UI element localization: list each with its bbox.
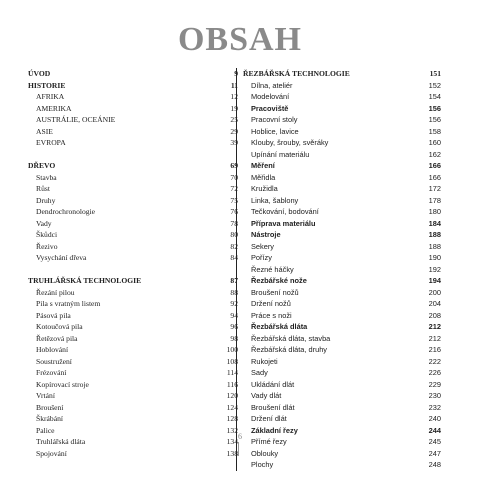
toc-entry-page: 114 bbox=[226, 368, 238, 377]
toc-entry bbox=[28, 390, 240, 402]
toc-entry bbox=[243, 195, 443, 207]
toc-entry bbox=[243, 149, 443, 161]
toc-entry-label: Řezbářská dláta, stavba bbox=[251, 333, 331, 343]
toc-entry-label: Kotoučová pila bbox=[36, 322, 83, 331]
toc-entry-page: 232 bbox=[428, 402, 441, 412]
toc-entry bbox=[243, 402, 443, 414]
toc-entry-page: 128 bbox=[226, 414, 238, 423]
toc-entry-page: 84 bbox=[230, 253, 238, 262]
toc-entry-label: Broušení dlát bbox=[251, 402, 295, 412]
toc-entry-label: Řezbářské nože bbox=[251, 276, 307, 285]
toc-entry bbox=[243, 229, 443, 241]
toc-left-column bbox=[28, 68, 240, 459]
toc-entry-page: 204 bbox=[428, 299, 441, 308]
toc-entry-page: 29 bbox=[230, 126, 238, 136]
toc-entry bbox=[28, 333, 240, 345]
toc-entry-page: 208 bbox=[428, 310, 441, 320]
toc-entry-label: Přímé řezy bbox=[251, 437, 287, 446]
toc-entry-page: 11 bbox=[230, 80, 238, 90]
toc-entry-label: Řetězová pila bbox=[36, 333, 78, 343]
toc-entry bbox=[28, 206, 240, 218]
toc-entry-label: Škůdci bbox=[36, 230, 58, 239]
toc-entry-label: DŘEVO bbox=[28, 161, 56, 170]
toc-entry-label: HISTORIE bbox=[28, 80, 66, 90]
toc-entry-label: Pracovní stoly bbox=[251, 115, 298, 124]
toc-entry bbox=[28, 321, 240, 333]
toc-entry-label: Soustružení bbox=[36, 356, 72, 366]
toc-entry-label: Dílna, ateliér bbox=[251, 80, 293, 90]
toc-entry bbox=[243, 80, 443, 92]
toc-entry-page: 152 bbox=[428, 80, 441, 90]
toc-entry-page: 156 bbox=[428, 115, 441, 124]
toc-entry-page: 188 bbox=[428, 241, 441, 251]
toc-entry bbox=[28, 413, 240, 425]
toc-entry-page: 124 bbox=[226, 402, 238, 412]
toc-entry-label: Pila s vratným listem bbox=[36, 299, 101, 308]
toc-entry bbox=[243, 390, 443, 402]
toc-entry-label: ŘEZBÁŘSKÁ TECHNOLOGIE bbox=[243, 69, 350, 78]
toc-entry bbox=[28, 229, 240, 241]
toc-entry-page: 230 bbox=[428, 391, 441, 400]
toc-entry-label: Hoblice, lavice bbox=[251, 126, 299, 136]
toc-right-column bbox=[236, 68, 443, 471]
toc-entry-page: 216 bbox=[428, 345, 441, 354]
toc-entry bbox=[28, 160, 240, 172]
toc-entry-label: Vady dlát bbox=[251, 391, 282, 400]
toc-entry bbox=[28, 310, 240, 322]
toc-entry-page: 132 bbox=[226, 425, 238, 435]
toc-entry bbox=[243, 206, 443, 218]
toc-entry bbox=[243, 367, 443, 379]
toc-entry-page: 78 bbox=[230, 218, 238, 228]
toc-entry bbox=[243, 68, 443, 80]
toc-entry-page: 226 bbox=[428, 368, 441, 377]
toc-entry-page: 212 bbox=[428, 322, 441, 331]
toc-entry-label: Měřidla bbox=[251, 172, 276, 182]
toc-entry bbox=[243, 298, 443, 310]
toc-entry bbox=[243, 126, 443, 138]
toc-entry-page: 39 bbox=[230, 138, 238, 147]
toc-entry-page: 229 bbox=[428, 379, 441, 389]
toc-entry-label: Vysychání dřeva bbox=[36, 253, 87, 262]
toc-entry-label: Ukládání dlát bbox=[251, 379, 295, 389]
toc-entry bbox=[243, 183, 443, 195]
toc-entry bbox=[243, 252, 443, 264]
toc-entry bbox=[243, 344, 443, 356]
toc-entry-label: TRUHLÁŘSKÁ TECHNOLOGIE bbox=[28, 276, 142, 285]
toc-entry bbox=[28, 356, 240, 368]
toc-entry-page: 166 bbox=[428, 161, 441, 170]
toc-entry bbox=[243, 356, 443, 368]
toc-entry-page: 240 bbox=[428, 414, 441, 423]
toc-entry-label: Palice bbox=[36, 425, 55, 435]
toc-entry-page: 116 bbox=[226, 379, 238, 389]
toc-entry-page: 98 bbox=[230, 333, 238, 343]
toc-entry-label: Truhlářská dláta bbox=[36, 437, 86, 446]
toc-entry-label: Linka, šablony bbox=[251, 195, 299, 205]
toc-entry bbox=[28, 287, 240, 299]
toc-entry-page: 100 bbox=[226, 345, 238, 354]
toc-entry-page: 247 bbox=[428, 448, 441, 458]
toc-entry-page: 75 bbox=[230, 195, 238, 205]
toc-entry-page: 87 bbox=[230, 276, 238, 285]
toc-entry bbox=[28, 379, 240, 391]
toc-entry bbox=[243, 264, 443, 276]
toc-entry-page: 120 bbox=[226, 391, 238, 400]
toc-entry-page: 25 bbox=[230, 115, 238, 124]
toc-entry-label: Druhy bbox=[36, 195, 56, 205]
toc-entry-label: Základní řezy bbox=[251, 425, 298, 435]
toc-entry-page: 244 bbox=[428, 425, 441, 435]
toc-entry bbox=[243, 379, 443, 391]
toc-entry-page: 212 bbox=[428, 333, 441, 343]
toc-entry bbox=[28, 241, 240, 253]
toc-entry-page: 80 bbox=[230, 230, 238, 239]
page-number: 6 bbox=[238, 432, 242, 441]
toc-entry bbox=[28, 126, 240, 138]
toc-entry-label: Pořízy bbox=[251, 253, 272, 262]
toc-entry-page: 200 bbox=[428, 287, 441, 297]
toc-entry bbox=[243, 287, 443, 299]
toc-entry-label: Růst bbox=[36, 184, 50, 193]
toc-entry-page: 151 bbox=[429, 69, 441, 78]
toc-entry-label: AFRIKA bbox=[36, 92, 65, 101]
toc-entry-label: Příprava materiálu bbox=[251, 218, 316, 228]
toc-entry-label: EVROPA bbox=[36, 138, 66, 147]
toc-entry bbox=[243, 114, 443, 126]
toc-entry-label: Sekery bbox=[251, 241, 275, 251]
toc-entry bbox=[243, 218, 443, 230]
toc-entry bbox=[28, 448, 240, 460]
toc-entry-page: 72 bbox=[230, 184, 238, 193]
toc-entry bbox=[28, 252, 240, 264]
toc-entry-label: ÚVOD bbox=[28, 69, 51, 78]
toc-entry bbox=[28, 183, 240, 195]
toc-entry-label: Klouby, šrouby, svěráky bbox=[251, 138, 329, 147]
toc-entry-label: Tečkování, bodování bbox=[251, 207, 319, 216]
toc-entry bbox=[243, 103, 443, 115]
toc-entry-label: Řezbářská dláta, druhy bbox=[251, 345, 327, 354]
toc-entry-page: 108 bbox=[226, 356, 238, 366]
toc-entry bbox=[243, 448, 443, 460]
toc-entry bbox=[243, 241, 443, 253]
toc-entry bbox=[243, 160, 443, 172]
toc-entry-label: Pásová pila bbox=[36, 310, 71, 320]
toc-entry-page: 92 bbox=[230, 299, 238, 308]
toc-entry-label: Škrábání bbox=[36, 414, 63, 423]
toc-entry-page: 188 bbox=[428, 230, 441, 239]
toc-entry-page: 70 bbox=[230, 172, 238, 182]
toc-entry-label: Sady bbox=[251, 368, 268, 377]
toc-entry-page: 184 bbox=[428, 218, 441, 228]
toc-entry-page: 178 bbox=[428, 195, 441, 205]
toc-entry bbox=[243, 413, 443, 425]
toc-entry-page: 245 bbox=[428, 437, 441, 446]
toc-entry-page: 172 bbox=[428, 184, 441, 193]
toc-spacer bbox=[28, 149, 240, 161]
toc-entry-page: 69 bbox=[230, 161, 238, 170]
toc-entry-page: 160 bbox=[428, 138, 441, 147]
toc-entry-label: Vrtání bbox=[36, 391, 55, 400]
toc-entry-page: 154 bbox=[428, 92, 441, 101]
toc-entry-label: Kružidla bbox=[251, 184, 278, 193]
toc-entry-label: AMERIKA bbox=[36, 103, 72, 113]
toc-entry bbox=[28, 80, 240, 92]
toc-entry-page: 82 bbox=[230, 241, 238, 251]
toc-entry bbox=[28, 137, 240, 149]
toc-entry-page: 88 bbox=[230, 287, 238, 297]
toc-entry-label: Kopírovací stroje bbox=[36, 379, 89, 389]
toc-entry-page: 19 bbox=[230, 103, 238, 113]
toc-entry-label: Oblouky bbox=[251, 448, 279, 458]
toc-entry-page: 192 bbox=[428, 264, 441, 274]
toc-entry-label: Práce s noži bbox=[251, 310, 292, 320]
toc-entry-label: Řezbářská dláta bbox=[251, 322, 308, 331]
toc-entry-page: 222 bbox=[428, 356, 441, 366]
toc-entry-page: 180 bbox=[428, 207, 441, 216]
toc-entry bbox=[28, 114, 240, 126]
toc-entry-label: AUSTRÁLIE, OCEÁNIE bbox=[36, 115, 116, 124]
toc-entry-label: Vady bbox=[36, 218, 52, 228]
toc-entry-label: Měření bbox=[251, 161, 275, 170]
toc-entry bbox=[28, 218, 240, 230]
toc-entry-label: Řezné háčky bbox=[251, 264, 294, 274]
toc-entry-label: Plochy bbox=[251, 460, 274, 469]
toc-entry-label: Nástroje bbox=[251, 230, 281, 239]
toc-entry bbox=[28, 172, 240, 184]
toc-entry-label: Frézování bbox=[36, 368, 67, 377]
toc-entry bbox=[28, 298, 240, 310]
toc-entry-label: Stavba bbox=[36, 172, 57, 182]
toc-entry bbox=[28, 91, 240, 103]
toc-entry bbox=[243, 459, 443, 471]
toc-spacer bbox=[28, 264, 240, 276]
toc-entry bbox=[28, 402, 240, 414]
page-title: OBSAH bbox=[177, 21, 303, 58]
toc-entry-label: Modelování bbox=[251, 92, 290, 101]
toc-entry bbox=[243, 275, 443, 287]
toc-entry-label: Dendrochronologie bbox=[36, 207, 96, 216]
toc-entry-label: Držení dlát bbox=[251, 414, 287, 423]
toc-entry-label: Držení nožů bbox=[251, 299, 291, 308]
toc-entry-label: ASIE bbox=[36, 126, 53, 136]
toc-entry bbox=[243, 310, 443, 322]
toc-entry bbox=[28, 367, 240, 379]
toc-entry-label: Broušení nožů bbox=[251, 287, 299, 297]
toc-entry-page: 76 bbox=[230, 207, 238, 216]
toc-entry-label: Upínání materiálu bbox=[251, 149, 310, 159]
toc-entry-page: 194 bbox=[428, 276, 441, 285]
toc-entry-page: 134 bbox=[226, 437, 238, 446]
toc-entry bbox=[243, 91, 443, 103]
toc-entry-page: 156 bbox=[428, 103, 441, 113]
toc-entry-label: Spojování bbox=[36, 448, 67, 458]
toc-entry-page: 158 bbox=[428, 126, 441, 136]
toc-entry bbox=[28, 68, 240, 80]
toc-entry-label: Řezivo bbox=[36, 241, 58, 251]
toc-entry-page: 166 bbox=[428, 172, 441, 182]
toc-entry-page: 12 bbox=[230, 92, 238, 101]
toc-entry-page: 190 bbox=[428, 253, 441, 262]
toc-entry-page: 94 bbox=[230, 310, 238, 320]
toc-entry-label: Řezání pilou bbox=[36, 287, 75, 297]
footer-divider bbox=[238, 442, 239, 456]
toc-entry-page: 138 bbox=[226, 448, 238, 458]
toc-entry bbox=[28, 275, 240, 287]
toc-entry bbox=[28, 344, 240, 356]
toc-entry bbox=[28, 103, 240, 115]
toc-entry-page: 9 bbox=[234, 69, 238, 78]
toc-entry bbox=[243, 321, 443, 333]
toc-entry bbox=[243, 333, 443, 345]
toc-entry-label: Hoblování bbox=[36, 345, 69, 354]
toc-entry-page: 248 bbox=[428, 460, 441, 469]
toc-entry-label: Broušení bbox=[36, 402, 64, 412]
toc-entry-label: Rukojeti bbox=[251, 356, 278, 366]
toc-entry-label: Pracoviště bbox=[251, 103, 289, 113]
toc-entry-page: 162 bbox=[428, 149, 441, 159]
toc-entry bbox=[28, 195, 240, 207]
toc-entry bbox=[243, 172, 443, 184]
toc-entry-page: 96 bbox=[230, 322, 238, 331]
toc-entry bbox=[243, 137, 443, 149]
